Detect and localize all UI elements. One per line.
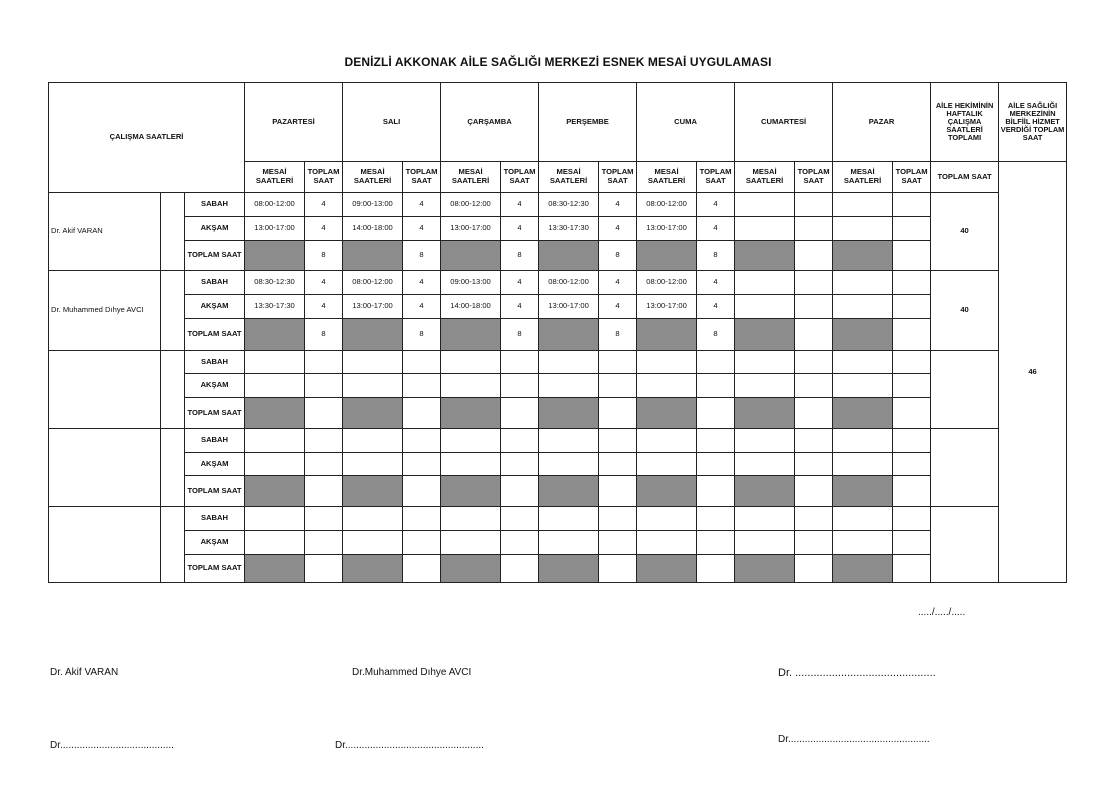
mesai-hours-cell — [539, 351, 599, 374]
mesai-hours-cell — [833, 271, 893, 295]
aksam-row — [49, 453, 1067, 476]
mesai-hours-cell — [735, 351, 795, 374]
mesai-hours-cell — [245, 453, 305, 476]
shaded-cell — [833, 555, 893, 583]
shaded-cell — [539, 555, 599, 583]
row-label-sabah: SABAH — [185, 507, 245, 531]
shaded-cell — [441, 319, 501, 351]
hour-count-cell — [501, 507, 539, 531]
hour-count-cell — [795, 507, 833, 531]
daily-total-cell — [893, 398, 931, 429]
weekly-total-header: AİLE HEKİMİNİN HAFTALIK ÇALIŞMA SAATLERİ TOPLAMI — [931, 83, 999, 162]
sabah-row — [49, 193, 1067, 217]
doctor-weekly-total — [931, 507, 999, 583]
daily-total-cell — [501, 555, 539, 583]
hour-count-cell — [697, 429, 735, 453]
spacer-cell — [161, 193, 185, 271]
schedule-table — [48, 82, 1067, 583]
mesai-hours-cell: 08:00-12:00 — [637, 193, 697, 217]
daily-total-cell — [501, 476, 539, 507]
hour-count-cell — [893, 217, 931, 241]
mesai-hours-cell — [637, 374, 697, 398]
shaded-cell — [441, 555, 501, 583]
mesai-hours-cell: 08:00-12:00 — [637, 271, 697, 295]
aksam-row — [49, 217, 1067, 241]
hour-count-cell — [795, 193, 833, 217]
mesai-hours-cell: 14:00-18:00 — [441, 295, 501, 319]
daily-total-cell — [403, 476, 441, 507]
spacer-cell — [161, 351, 185, 429]
mesai-hours-cell — [539, 429, 599, 453]
toplam-saat-header: TOPLAM SAAT — [893, 162, 931, 193]
mesai-saatleri-header: MESAİ SAATLERİ — [539, 162, 599, 193]
daily-total-cell: 8 — [697, 241, 735, 271]
mesai-hours-cell: 13:00-17:00 — [637, 217, 697, 241]
hour-count-cell: 4 — [305, 295, 343, 319]
hour-count-cell — [403, 374, 441, 398]
toplam-saat-header: TOPLAM SAAT — [305, 162, 343, 193]
shaded-cell — [245, 555, 305, 583]
shaded-cell — [735, 241, 795, 271]
toplam-saat-header: TOPLAM SAAT — [501, 162, 539, 193]
hour-count-cell: 4 — [403, 295, 441, 319]
spacer-cell — [161, 271, 185, 351]
hour-count-cell — [501, 351, 539, 374]
mesai-saatleri-header: MESAİ SAATLERİ — [833, 162, 893, 193]
day-header: ÇARŞAMBA — [441, 83, 539, 162]
row-label-aksam: AKŞAM — [185, 295, 245, 319]
daily-total-cell: 8 — [697, 319, 735, 351]
hour-count-cell — [403, 531, 441, 555]
daily-total-cell — [697, 476, 735, 507]
row-label-toplam: TOPLAM SAAT — [185, 476, 245, 507]
toplam-row — [49, 555, 1067, 583]
hour-count-cell: 4 — [403, 217, 441, 241]
hour-count-cell — [599, 507, 637, 531]
hour-count-cell — [795, 531, 833, 555]
mesai-hours-cell: 08:00-12:00 — [343, 271, 403, 295]
row-label-aksam: AKŞAM — [185, 217, 245, 241]
signature-line-1: Dr......................................... — [50, 740, 174, 751]
mesai-hours-cell — [245, 351, 305, 374]
shaded-cell — [441, 241, 501, 271]
hour-count-cell — [403, 453, 441, 476]
mesai-hours-cell — [833, 295, 893, 319]
shaded-cell — [343, 476, 403, 507]
shaded-cell — [637, 476, 697, 507]
daily-total-cell — [893, 241, 931, 271]
mesai-hours-cell — [343, 429, 403, 453]
mesai-hours-cell: 13:00-17:00 — [343, 295, 403, 319]
hour-count-cell — [697, 507, 735, 531]
mesai-hours-cell: 08:00-12:00 — [245, 193, 305, 217]
shaded-cell — [833, 319, 893, 351]
shaded-cell — [833, 398, 893, 429]
mesai-saatleri-header: MESAİ SAATLERİ — [637, 162, 697, 193]
daily-total-cell: 8 — [403, 241, 441, 271]
mesai-hours-cell — [343, 507, 403, 531]
mesai-hours-cell — [637, 531, 697, 555]
row-label-sabah: SABAH — [185, 271, 245, 295]
row-label-toplam: TOPLAM SAAT — [185, 241, 245, 271]
header-row-days — [49, 83, 1067, 162]
shaded-cell — [343, 555, 403, 583]
shaded-cell — [539, 319, 599, 351]
hour-count-cell — [893, 429, 931, 453]
mesai-hours-cell — [833, 374, 893, 398]
daily-total-cell — [697, 398, 735, 429]
daily-total-cell — [305, 555, 343, 583]
hour-count-cell: 4 — [599, 271, 637, 295]
hour-count-cell — [403, 507, 441, 531]
signature-line-2: Dr.................................................. — [335, 740, 484, 751]
mesai-hours-cell — [735, 193, 795, 217]
daily-total-cell: 8 — [305, 241, 343, 271]
hour-count-cell — [697, 531, 735, 555]
hour-count-cell: 4 — [697, 295, 735, 319]
mesai-saatleri-header: MESAİ SAATLERİ — [441, 162, 501, 193]
signature-name-1: Dr. Akif VARAN — [50, 667, 119, 678]
toplam-row — [49, 241, 1067, 271]
shaded-cell — [539, 398, 599, 429]
hour-count-cell — [501, 374, 539, 398]
doctor-weekly-total — [931, 429, 999, 507]
hour-count-cell — [893, 453, 931, 476]
hour-count-cell — [501, 429, 539, 453]
shaded-cell — [441, 476, 501, 507]
mesai-hours-cell — [637, 507, 697, 531]
row-label-toplam: TOPLAM SAAT — [185, 398, 245, 429]
mesai-hours-cell — [735, 429, 795, 453]
mesai-hours-cell: 09:00-13:00 — [343, 193, 403, 217]
toplam-row — [49, 319, 1067, 351]
weekly-total-sub-header: TOPLAM SAAT — [931, 162, 999, 193]
mesai-hours-cell — [539, 374, 599, 398]
hour-count-cell — [501, 531, 539, 555]
hour-count-cell — [305, 507, 343, 531]
mesai-hours-cell — [833, 429, 893, 453]
shaded-cell — [735, 398, 795, 429]
hour-count-cell: 4 — [697, 217, 735, 241]
hour-count-cell — [893, 507, 931, 531]
doctor-name — [49, 507, 161, 583]
hour-count-cell: 4 — [501, 295, 539, 319]
shaded-cell — [441, 398, 501, 429]
mesai-hours-cell — [441, 429, 501, 453]
mesai-hours-cell — [539, 531, 599, 555]
shaded-cell — [637, 398, 697, 429]
sabah-row — [49, 429, 1067, 453]
shaded-cell — [637, 555, 697, 583]
hour-count-cell: 4 — [305, 193, 343, 217]
mesai-hours-cell — [343, 453, 403, 476]
mesai-hours-cell — [735, 531, 795, 555]
working-hours-header: ÇALIŞMA SAATLERİ — [49, 83, 245, 193]
hour-count-cell — [893, 193, 931, 217]
hour-count-cell — [893, 295, 931, 319]
mesai-hours-cell — [735, 217, 795, 241]
hour-count-cell: 4 — [305, 217, 343, 241]
daily-total-cell — [795, 398, 833, 429]
toplam-row — [49, 398, 1067, 429]
row-label-aksam: AKŞAM — [185, 453, 245, 476]
mesai-hours-cell — [637, 351, 697, 374]
mesai-hours-cell: 13:30-17:30 — [539, 217, 599, 241]
doctor-weekly-total: 40 — [931, 271, 999, 351]
hour-count-cell — [305, 453, 343, 476]
daily-total-cell — [697, 555, 735, 583]
hour-count-cell — [893, 531, 931, 555]
mesai-saatleri-header: MESAİ SAATLERİ — [343, 162, 403, 193]
aksam-row — [49, 295, 1067, 319]
mesai-hours-cell — [343, 374, 403, 398]
day-header: SALI — [343, 83, 441, 162]
shaded-cell — [735, 555, 795, 583]
shaded-cell — [245, 398, 305, 429]
mesai-hours-cell — [833, 217, 893, 241]
mesai-saatleri-header: MESAİ SAATLERİ — [735, 162, 795, 193]
shaded-cell — [343, 398, 403, 429]
mesai-hours-cell — [833, 351, 893, 374]
mesai-hours-cell — [245, 374, 305, 398]
center-total-header: AİLE SAĞLIĞI MERKEZİNİN BİLFİİL HİZMET VERDİĞİ TOPLAM SAAT — [999, 83, 1067, 162]
daily-total-cell: 8 — [501, 319, 539, 351]
mesai-hours-cell — [539, 507, 599, 531]
mesai-hours-cell: 08:00-12:00 — [441, 193, 501, 217]
hour-count-cell — [893, 374, 931, 398]
spacer-cell — [161, 507, 185, 583]
doctor-name — [49, 351, 161, 429]
daily-total-cell — [893, 319, 931, 351]
hour-count-cell — [599, 374, 637, 398]
mesai-hours-cell: 13:00-17:00 — [539, 295, 599, 319]
shaded-cell — [245, 476, 305, 507]
document-title: DENİZLİ AKKONAK AİLE SAĞLIĞI MERKEZİ ESNEK MESAİ UYGULAMASI — [344, 55, 772, 69]
signature-line-3: Dr................................................... — [778, 734, 930, 745]
shaded-cell — [735, 319, 795, 351]
mesai-hours-cell — [245, 531, 305, 555]
mesai-hours-cell: 14:00-18:00 — [343, 217, 403, 241]
mesai-hours-cell: 08:30-12:30 — [539, 193, 599, 217]
hour-count-cell: 4 — [599, 295, 637, 319]
mesai-saatleri-header: MESAİ SAATLERİ — [245, 162, 305, 193]
shaded-cell — [833, 241, 893, 271]
shaded-cell — [637, 241, 697, 271]
daily-total-cell — [795, 476, 833, 507]
doctor-name: Dr. Muhammed Dıhye AVCI — [49, 271, 161, 351]
mesai-hours-cell — [245, 429, 305, 453]
mesai-hours-cell — [441, 453, 501, 476]
shaded-cell — [539, 476, 599, 507]
doctor-weekly-total: 40 — [931, 193, 999, 271]
daily-total-cell — [893, 555, 931, 583]
mesai-hours-cell: 08:30-12:30 — [245, 271, 305, 295]
day-header: CUMARTESİ — [735, 83, 833, 162]
daily-total-cell — [599, 555, 637, 583]
shaded-cell — [343, 241, 403, 271]
mesai-hours-cell: 13:00-17:00 — [245, 217, 305, 241]
mesai-hours-cell — [833, 507, 893, 531]
center-total-value: 46 — [999, 162, 1067, 583]
mesai-hours-cell: 09:00-13:00 — [441, 271, 501, 295]
hour-count-cell — [697, 453, 735, 476]
daily-total-cell: 8 — [599, 319, 637, 351]
mesai-hours-cell — [245, 507, 305, 531]
mesai-hours-cell — [343, 351, 403, 374]
hour-count-cell — [795, 295, 833, 319]
hour-count-cell — [795, 429, 833, 453]
mesai-hours-cell — [833, 531, 893, 555]
sabah-row — [49, 351, 1067, 374]
mesai-hours-cell: 13:00-17:00 — [637, 295, 697, 319]
toplam-saat-header: TOPLAM SAAT — [599, 162, 637, 193]
row-label-aksam: AKŞAM — [185, 531, 245, 555]
day-header: PAZAR — [833, 83, 931, 162]
mesai-hours-cell — [735, 374, 795, 398]
shaded-cell — [245, 319, 305, 351]
mesai-hours-cell — [441, 351, 501, 374]
mesai-hours-cell — [539, 453, 599, 476]
shaded-cell — [735, 476, 795, 507]
hour-count-cell — [795, 217, 833, 241]
mesai-hours-cell — [343, 531, 403, 555]
daily-total-cell — [403, 398, 441, 429]
hour-count-cell — [403, 429, 441, 453]
hour-count-cell: 4 — [599, 217, 637, 241]
mesai-hours-cell — [441, 531, 501, 555]
daily-total-cell: 8 — [305, 319, 343, 351]
daily-total-cell — [305, 398, 343, 429]
hour-count-cell — [893, 271, 931, 295]
mesai-hours-cell: 13:30-17:30 — [245, 295, 305, 319]
mesai-hours-cell — [735, 507, 795, 531]
shaded-cell — [833, 476, 893, 507]
shaded-cell — [637, 319, 697, 351]
mesai-hours-cell — [441, 374, 501, 398]
mesai-hours-cell — [833, 193, 893, 217]
hour-count-cell — [599, 351, 637, 374]
aksam-row — [49, 531, 1067, 555]
daily-total-cell — [795, 241, 833, 271]
mesai-hours-cell — [735, 453, 795, 476]
daily-total-cell — [305, 476, 343, 507]
hour-count-cell — [305, 429, 343, 453]
mesai-hours-cell — [637, 453, 697, 476]
mesai-hours-cell — [441, 507, 501, 531]
mesai-hours-cell: 08:00-12:00 — [539, 271, 599, 295]
toplam-saat-header: TOPLAM SAAT — [697, 162, 735, 193]
hour-count-cell — [795, 453, 833, 476]
daily-total-cell: 8 — [501, 241, 539, 271]
sabah-row — [49, 507, 1067, 531]
aksam-row — [49, 374, 1067, 398]
hour-count-cell: 4 — [403, 271, 441, 295]
hour-count-cell — [403, 351, 441, 374]
doctor-name — [49, 429, 161, 507]
mesai-hours-cell — [735, 271, 795, 295]
hour-count-cell: 4 — [501, 193, 539, 217]
hour-count-cell: 4 — [403, 193, 441, 217]
row-label-aksam: AKŞAM — [185, 374, 245, 398]
toplam-row — [49, 476, 1067, 507]
signature-name-2: Dr.Muhammed Dıhye AVCI — [352, 667, 472, 678]
toplam-saat-header: TOPLAM SAAT — [403, 162, 441, 193]
hour-count-cell — [305, 374, 343, 398]
hour-count-cell — [501, 453, 539, 476]
day-header: CUMA — [637, 83, 735, 162]
daily-total-cell: 8 — [599, 241, 637, 271]
hour-count-cell: 4 — [305, 271, 343, 295]
hour-count-cell: 4 — [599, 193, 637, 217]
daily-total-cell: 8 — [403, 319, 441, 351]
hour-count-cell: 4 — [697, 271, 735, 295]
hour-count-cell — [305, 531, 343, 555]
doctor-weekly-total — [931, 351, 999, 429]
hour-count-cell — [697, 374, 735, 398]
hour-count-cell: 4 — [501, 217, 539, 241]
row-label-sabah: SABAH — [185, 351, 245, 374]
hour-count-cell: 4 — [697, 193, 735, 217]
row-label-sabah: SABAH — [185, 193, 245, 217]
mesai-hours-cell — [833, 453, 893, 476]
sabah-row — [49, 271, 1067, 295]
hour-count-cell — [795, 271, 833, 295]
hour-count-cell — [795, 351, 833, 374]
row-label-sabah: SABAH — [185, 429, 245, 453]
daily-total-cell — [599, 476, 637, 507]
daily-total-cell — [403, 555, 441, 583]
mesai-hours-cell: 13:00-17:00 — [441, 217, 501, 241]
day-header: PAZARTESİ — [245, 83, 343, 162]
spacer-cell — [161, 429, 185, 507]
toplam-saat-header: TOPLAM SAAT — [795, 162, 833, 193]
hour-count-cell — [599, 531, 637, 555]
hour-count-cell — [599, 453, 637, 476]
signature-name-3: Dr. .............................................. — [778, 667, 936, 679]
shaded-cell — [343, 319, 403, 351]
hour-count-cell — [893, 351, 931, 374]
mesai-hours-cell — [735, 295, 795, 319]
shaded-cell — [245, 241, 305, 271]
daily-total-cell — [795, 319, 833, 351]
daily-total-cell — [795, 555, 833, 583]
doctor-name: Dr. Akif VARAN — [49, 193, 161, 271]
date-field: ...../...../..... — [918, 607, 966, 618]
mesai-hours-cell — [637, 429, 697, 453]
daily-total-cell — [501, 398, 539, 429]
shaded-cell — [539, 241, 599, 271]
daily-total-cell — [893, 476, 931, 507]
row-label-toplam: TOPLAM SAAT — [185, 555, 245, 583]
row-label-toplam: TOPLAM SAAT — [185, 319, 245, 351]
hour-count-cell — [697, 351, 735, 374]
hour-count-cell — [795, 374, 833, 398]
day-header: PERŞEMBE — [539, 83, 637, 162]
hour-count-cell: 4 — [501, 271, 539, 295]
hour-count-cell — [599, 429, 637, 453]
daily-total-cell — [599, 398, 637, 429]
hour-count-cell — [305, 351, 343, 374]
